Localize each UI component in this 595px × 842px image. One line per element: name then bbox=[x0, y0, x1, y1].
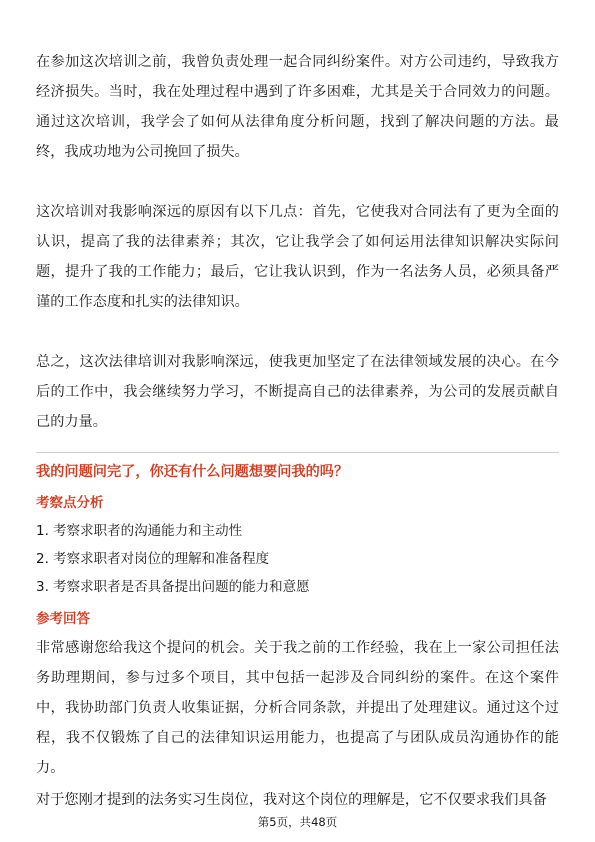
interview-question: 我的问题问完了，你还有什么问题想要问我的吗？ bbox=[36, 464, 349, 480]
analysis-item-2: 2. 考察求职者对岗位的理解和准备程度 bbox=[36, 551, 270, 567]
analysis-heading: 考察点分析 bbox=[36, 495, 104, 511]
analysis-item-3: 3. 考察求职者是否具备提出问题的能力和意愿 bbox=[36, 579, 310, 595]
answer-paragraph-2: 对于您刚才提到的法务实习生岗位，我对这个岗位的理解是，它不仅要求我们具备 bbox=[36, 792, 547, 808]
answer-paragraph-1: 非常感谢您给我这个提问的机会。关于我之前的工作经验，我在上一家公司担任法务助理期间，参与过多个项目，其中包括一起涉及合同纠纷的案件。在这个案件中，我协助部门负责人收集证据，分析合同条款，并提出了处理建议。通过这个过程，我不仅锻炼了自己的法律知识运用能力，也提高了与团队成员沟通协作的能力。 bbox=[36, 640, 559, 776]
analysis-item-1: 1. 考察求职者的沟通能力和主动性 bbox=[36, 523, 243, 539]
section-divider bbox=[36, 452, 559, 453]
page-content bbox=[36, 47, 559, 815]
analysis-list bbox=[36, 517, 559, 601]
body-paragraph-2: 这次培训对我影响深远的原因有以下几点：首先，它使我对合同法有了更为全面的认识，提高了我的法律素养；其次，它让我学会了如何运用法律知识解决实际问题，提升了我的工作能力；最后，它让我认识到，作为一名法务人员，必须具备严谨的工作态度和扎实的法律知识。 bbox=[36, 204, 559, 310]
body-paragraph-1: 在参加这次培训之前，我曾负责处理一起合同纠纷案件。对方公司违约，导致我方经济损失。当时，我在处理过程中遇到了许多困难，尤其是关于合同效力的问题。通过这次培训，我学会了如何从法律角度分析问题，找到了解决问题的方法。最终，我成功地为公司挽回了损失。 bbox=[36, 54, 559, 160]
page-number-footer: 第5页，共48页 bbox=[257, 815, 338, 829]
body-paragraph-3: 总之，这次法律培训对我影响深远，使我更加坚定了在法律领域发展的决心。在今后的工作中，我会继续努力学习，不断提高自己的法律素养，为公司的发展贡献自己的力量。 bbox=[36, 354, 559, 430]
answer-heading: 参考回答 bbox=[36, 611, 90, 627]
